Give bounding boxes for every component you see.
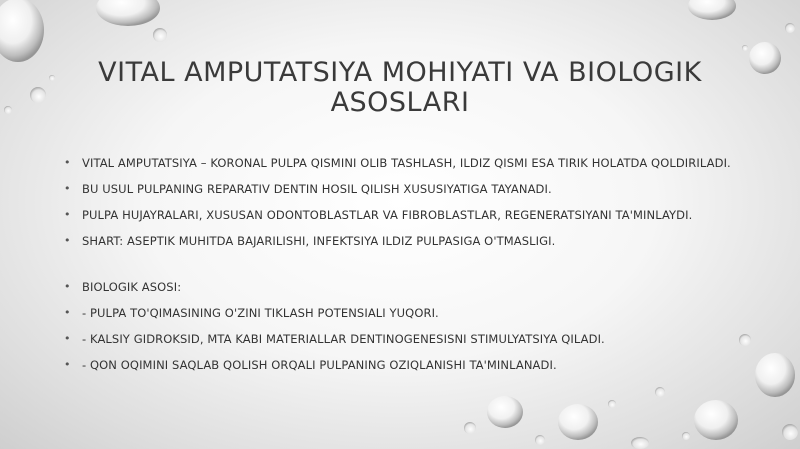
bullet-icon: • — [64, 358, 71, 371]
bullet-icon: • — [64, 306, 71, 319]
bullet-item — [62, 306, 742, 320]
drop-shape — [487, 396, 523, 428]
drop-shape — [4, 106, 12, 114]
bullet-text: PULPA HUJAYRALARI, XUSUSAN ODONTOBLASTLAR VA FIBROBLASTLAR, REGENERATSIYANI TA'MINLAYDI. — [82, 208, 693, 222]
drop-shape — [742, 45, 748, 51]
drop-shape — [694, 400, 738, 440]
drop-shape — [535, 435, 545, 445]
bullet-item — [62, 208, 742, 222]
bullet-icon: • — [64, 182, 71, 195]
drop-shape — [49, 75, 55, 81]
drop-shape — [682, 432, 690, 440]
drop-shape — [631, 437, 649, 449]
slide-title: VITAL AMPUTATSIYA MOHIYATI VA BIOLOGIK ASOSLARI — [98, 57, 702, 118]
drop-shape — [785, 23, 795, 33]
drop-shape — [153, 28, 167, 42]
bullet-item — [62, 234, 742, 248]
bullet-icon: • — [64, 332, 71, 345]
bullet-text: SHART: ASEPTIK MUHITDA BAJARILISHI, INFEKTSIYA ILDIZ PULPASIGA O'TMASLIGI. — [82, 234, 556, 248]
bullet-item — [62, 156, 742, 170]
drop-shape — [755, 353, 795, 397]
drop-shape — [558, 404, 598, 440]
bullet-list — [62, 156, 742, 384]
bullet-text: BIOLOGIK ASOSI: — [82, 280, 182, 294]
drop-shape — [688, 0, 736, 20]
bullet-text: - QON OQIMINI SAQLAB QOLISH ORQALI PULPANING OZIQLANISHI TA'MINLANADI. — [82, 358, 557, 372]
drop-shape — [782, 424, 798, 440]
drop-shape — [655, 387, 665, 397]
bullet-icon: • — [64, 208, 71, 221]
bullet-text: - PULPA TO'QIMASINING O'ZINI TIKLASH POTENSIALI YUQORI. — [82, 306, 439, 320]
bullet-icon: • — [64, 280, 71, 293]
drop-shape — [608, 400, 616, 408]
bullet-text: BU USUL PULPANING REPARATIV DENTIN HOSIL QILISH XUSUSIYATIGA TAYANADI. — [82, 182, 552, 196]
drop-shape — [0, 0, 44, 62]
drop-shape — [96, 0, 160, 26]
bullet-text: VITAL AMPUTATSIYA – KORONAL PULPA QISMINI OLIB TASHLASH, ILDIZ QISMI ESA TIRIK HOLATDA QOLDIRILADI. — [82, 156, 731, 170]
bullet-text: - KALSIY GIDROKSID, MTA KABI MATERIALLAR DENTINOGENESISNI STIMULYATSIYA QILADI. — [82, 332, 605, 346]
bullet-icon: • — [64, 156, 71, 169]
bullet-item — [62, 182, 742, 196]
drop-shape — [30, 87, 46, 103]
bullet-item — [62, 332, 742, 346]
drop-shape — [749, 42, 781, 74]
bullet-icon: • — [64, 234, 71, 247]
bullet-item — [62, 358, 742, 372]
drop-shape — [464, 422, 476, 434]
bullet-item — [62, 280, 742, 294]
